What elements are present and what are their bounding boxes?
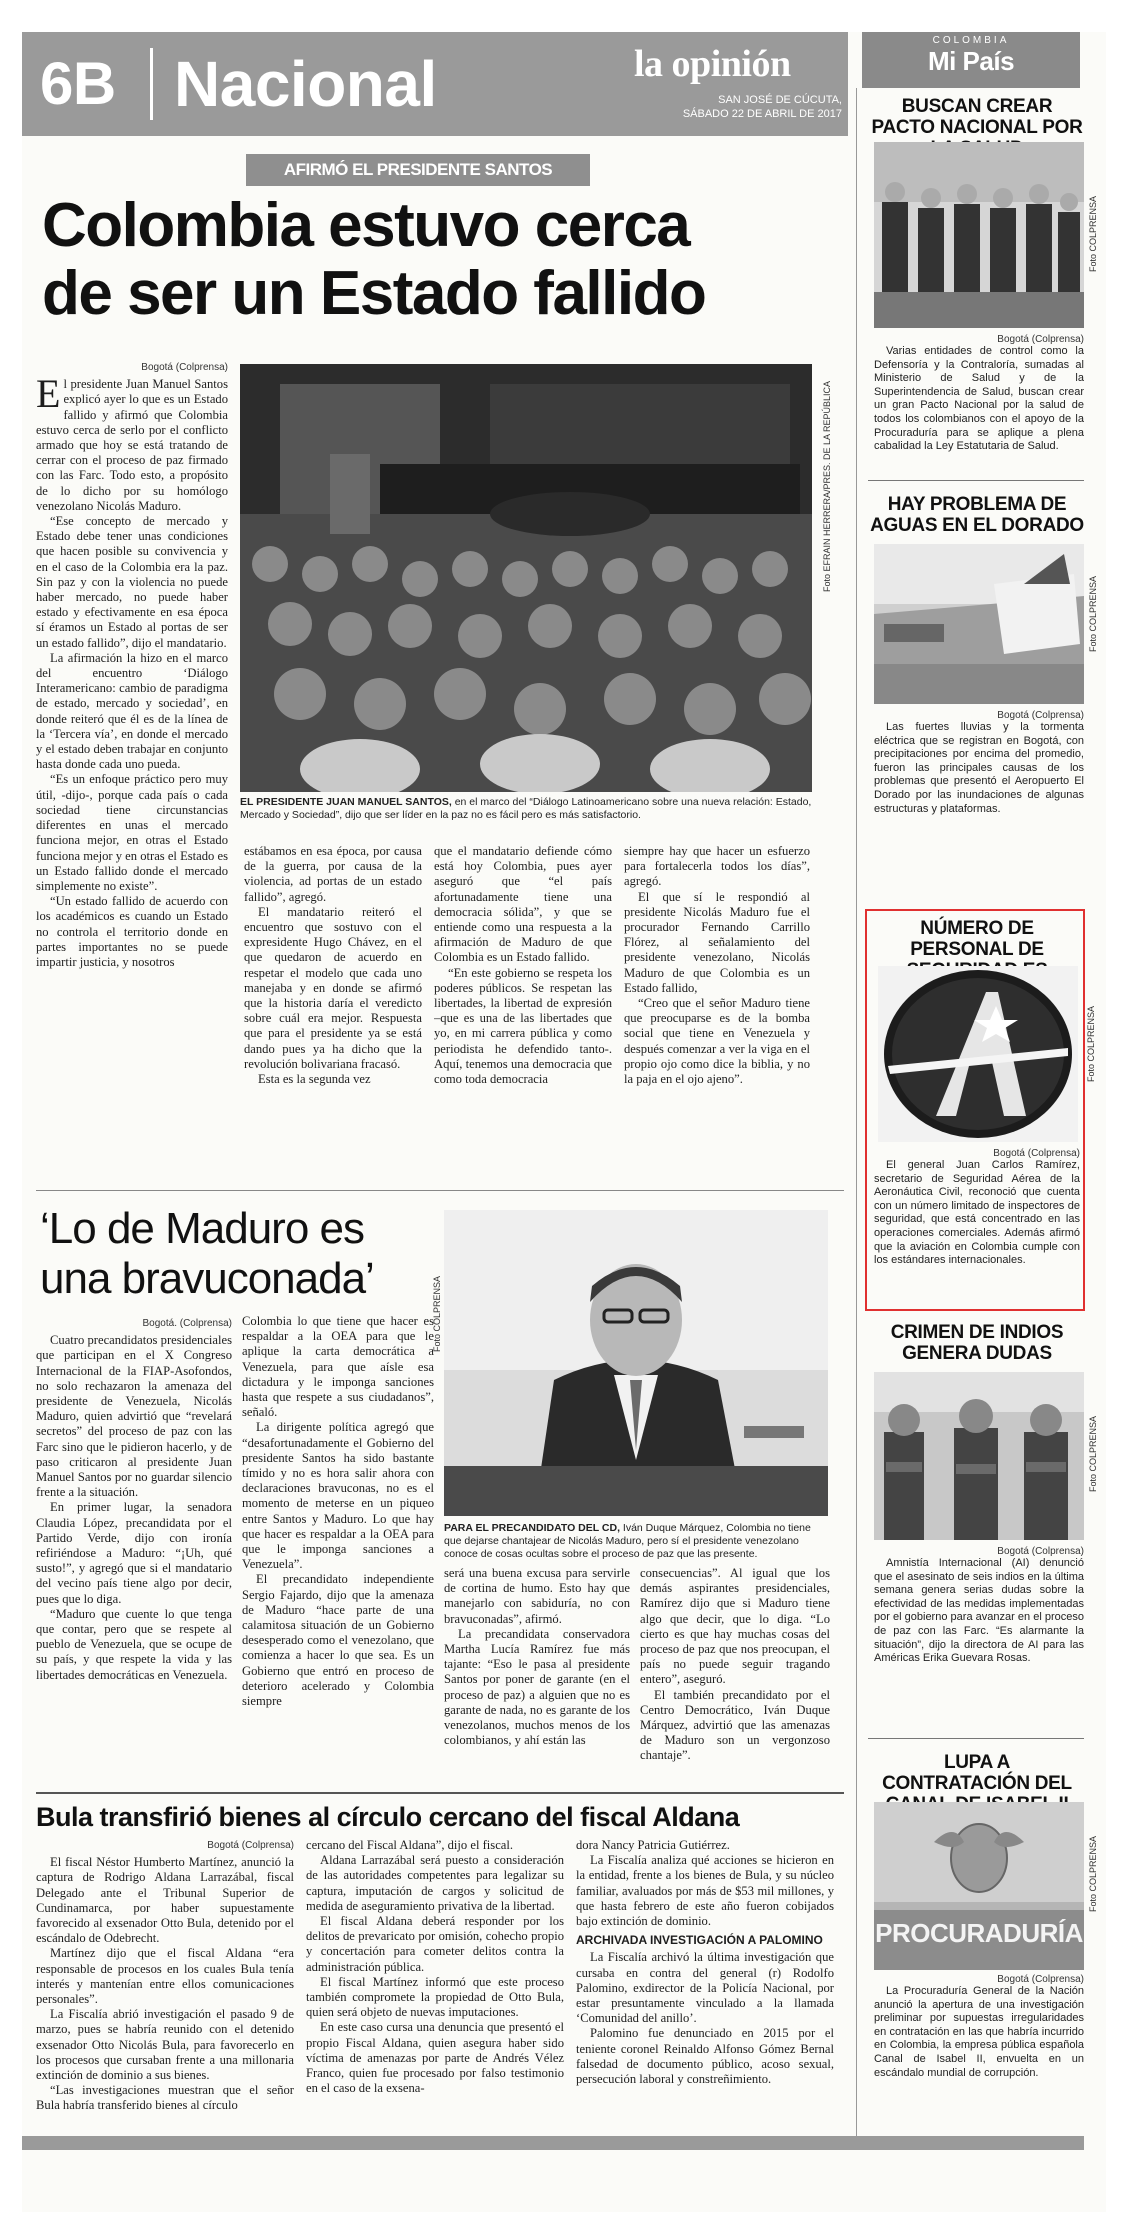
maduro-paragraph: El también precandidato por el Centro Democrático, Iván Duque Márquez, advirtió que las amenazas de Maduro son un vergonzoso chantaje”.	[640, 1687, 830, 1763]
bula-byline: Bogotá (Colprensa)	[207, 1840, 294, 1851]
lead-paragraph: “Creo que el señor Maduro tiene que preocuparse es de la bomba social que tiene en Venezuela y después comenzar a ver la viga en el propio ojo como dice la biblia, y no la paja en el ojo ajeno”.	[624, 996, 810, 1087]
maduro-paragraph: En primer lugar, la senadora Claudia López, precandidata por el Partido Verde, dijo con ironía refiriéndose a Maduro: “¡Uh, qué susto!”, y agregó que si el mandatario del vecino país tiene algo por decir, pues que lo diga.	[36, 1500, 232, 1606]
section-title: Nacional	[174, 48, 437, 120]
lead-paragraph: “Un estado fallido de acuerdo con los académicos es cuando un Estado no controla el territorio donde en partes importantes no se puede impartir justicia, y nosotros	[36, 894, 228, 969]
officials-image	[874, 142, 1084, 328]
sidebar-separator	[868, 1738, 1084, 1739]
lead-column-2	[244, 844, 422, 1218]
sidebar-photo-credit: Foto COLPRENSA	[1088, 1415, 1098, 1492]
lead-paragraph: siempre hay que hacer un esfuerzo para fortalecerla todos los días”, agregó.	[624, 844, 810, 889]
sidebar-photo-credit: Foto COLPRENSA	[1088, 1835, 1098, 1912]
bula-subhead: ARCHIVADA INVESTIGACIÓN A PALOMINO	[576, 1933, 823, 1948]
sidebar-title: LUPA A CONTRATACIÓN DEL	[882, 1752, 1072, 1794]
lead-paragraph: “Es un enfoque práctico pero muy útil, -dijo-, porque cada país o cada sociedad tiene circunstancias diferentes en unas el mercado funciona mejor, en otras el Estado funciona mejor y en otras el Estado es un Estado fallido donde el mercado simplemente no existe”.	[36, 772, 228, 893]
bula-paragraph: cercano del Fiscal Aldana”, dijo el fiscal.	[306, 1838, 514, 1852]
lead-paragraph: La afirmación la hizo en el marco del encuentro ‘Diálogo Interamericano: cambio de paradigma de estado, mercado y sociedad’, en donde reiteró que él es de la línea de la ‘Tercera vía’, en donde el mercado y el estado deben trabajar en conjunto hasta donde cada uno pueda.	[36, 650, 228, 772]
sidebar-story	[874, 1148, 1080, 1268]
maduro-paragraph: será una buena excusa para servirle de cortina de humo. Esto hay que manejarlo con sabiduría, no con bravuconadas”, afirmó.	[444, 1566, 630, 1626]
lead-headline-2: de ser un Estado fallido	[42, 259, 706, 328]
procuraduria-logo-text: PROCURADURÍA	[875, 1918, 1083, 1948]
lead-headline-1: Colombia estuvo cerca	[42, 191, 690, 260]
sidebar-text: Las fuertes lluvias y la tormenta eléctrica que se registran en Bogotá, con precipitaciones por encima del promedio, fueron las principales causas de los problemas que presentó el Aeropuerto El Dorado por las inundaciones de algunas estructuras y plataformas.	[874, 721, 1084, 815]
aerocivil-logo-icon	[878, 966, 1078, 1142]
maduro-paragraph: La dirigente política agregó que “desafortunadamente el Gobierno del presidente Santos ha sido bastante tímido y no es hora salir ahora con declaraciones bravuconas, no es el momento de meterse en un piqueo entre Santos y Maduro. Lo que hay que hacer es respaldar a la OEA para que le imponga sanciones a Venezuela”.	[242, 1420, 434, 1572]
bula-paragraph: La Fiscalía archivó la última investigación que cursaba en contra del general (r) Rodolfo Palomino, exdirector de la Policía Nacional, por estar presuntamente vinculado a la llamada ‘Comunidad del anillo’.	[576, 1950, 834, 2026]
maduro-column-3	[444, 1566, 630, 1786]
sidebar-title: BUSCAN CREAR PACTO NACIONAL POR	[871, 96, 1083, 138]
procuraduria-photo	[874, 1802, 1084, 1970]
sidebar-story	[874, 710, 1084, 816]
bula-paragraph: Aldana Larrazábal será puesto a consideración de las autoridades competentes para legalizar su captura, imputación de cargos y solicitud de medida de aseguramiento privativa de la libertad.	[306, 1853, 564, 1913]
bula-paragraph: Palomino fue denunciado en 2015 por el teniente coronel Reinaldo Alfonso Gómez Bernal falsedad de documento público, acoso sexual, persecución laboral y constreñimiento.	[576, 2026, 834, 2087]
bula-headline: Bula transfirió bienes al círculo cercano del fiscal Aldana	[36, 1802, 740, 1832]
sidebar-byline: Bogotá (Colprensa)	[997, 1974, 1084, 1985]
santos-photo	[240, 364, 812, 792]
mi-pais-title: Mi País	[927, 46, 1015, 76]
sidebar-title: NÚMERO DE PERSONAL DE	[910, 918, 1044, 960]
lead-column-1	[36, 360, 228, 1220]
sidebar-photo-pacto	[874, 142, 1084, 328]
maduro-headline-2: una bravuconada’	[40, 1254, 374, 1303]
bula-paragraph: “Las investigaciones muestran que el señor Bula habría transferido bienes al círculo	[36, 2083, 294, 2113]
story-divider	[36, 1792, 844, 1794]
lead-paragraph: El presidente Juan Manuel Santos explicó ayer lo que es un Estado fallido y afirmó que Colombia estuvo cerca de serlo por el conflicto armado que hoy se está tratando de cerrar con el proceso de paz firmado con las Farc. Todo esto, a propósito de lo dicho por su homólogo venezolano Nicolás Maduro.	[36, 371, 228, 513]
maduro-photo-credit: Foto COLPRENSA	[432, 1275, 442, 1352]
bula-paragraph: El fiscal Aldana deberá responder por los delitos de prevaricato por omisión, cohecho propio y concertación para cometer delitos contra la administración pública.	[306, 1914, 564, 1974]
sidebar-byline: Bogotá (Colprensa)	[997, 334, 1084, 345]
bula-column-3	[576, 1838, 834, 2118]
maduro-byline: Bogotá. (Colprensa)	[142, 1318, 232, 1329]
indigenous-people-image	[874, 1372, 1084, 1540]
sidebar-photo-dorado	[874, 544, 1084, 704]
sidebar-photo-credit: Foto COLPRENSA	[1088, 575, 1098, 652]
sidebar-title: HAY PROBLEMA DE AGUAS EN EL DORADO	[870, 494, 1084, 536]
lead-paragraph: “En este gobierno se respeta los poderes públicos. Se respetan las libertades, la libertad de expresión –que es una de las libertades que yo, en mi carrera pública y como periodista he defendido tanto-. Aquí, tenemos una democracia que como toda democracia	[434, 965, 612, 1087]
lead-paragraph: Esta es la segunda vez	[258, 1072, 371, 1087]
maduro-column-2	[242, 1314, 434, 1786]
maduro-headline-1: ‘Lo de Maduro es	[40, 1204, 364, 1253]
sidebar-story	[874, 1974, 1084, 2080]
lead-paragraph: El mandatario reiteró el encuentro que sostuvo con el expresidente Hugo Chávez, en el que quedaron de acuerdo en respetar el modelo que cada uno manejaba y en donde se afirmó que la historia daría el veredicto sobre cuál era mejor. Respuesta que para el presidente ya se está dando pues ya ha dicho que la revolución bolivariana fracasó.	[244, 904, 422, 1071]
sidebar-story	[874, 1546, 1084, 1666]
maduro-paragraph: Colombia lo que tiene que hacer es respaldar a la OEA para que le aplique la carta democrática a Venezuela, para que aísle esa dictadura y le imponga sanciones hasta que respete a sus ciudadanos”, señaló.	[242, 1314, 434, 1420]
sidebar-separator	[868, 480, 1084, 481]
airport-image	[874, 544, 1084, 704]
lead-column-4	[624, 844, 810, 1218]
story-divider	[36, 1190, 844, 1191]
page-number: 6B	[40, 50, 116, 117]
newspaper-logo: la opinión	[634, 43, 791, 85]
lead-paragraph: El que sí le respondió al presidente Nicolás Maduro fue el procurador Fernando Carrillo Flórez, al señalamiento del presidente venezolano, Nicolás Maduro de que Colombia es un Estado fallido,	[624, 889, 810, 995]
bula-paragraph: La Fiscalía analiza qué acciones se hicieron en la entidad, frente a los bienes de Bula, y su núcleo familiar, avaluados por más de $53 mil millones, y que hasta febrero de este año fueron cobijados bajo extinción de dominio.	[576, 1853, 834, 1929]
lead-byline: Bogotá (Colprensa)	[141, 362, 228, 373]
sidebar-photo-indios	[874, 1372, 1084, 1540]
sidebar-photo-credit: Foto COLPRENSA	[1088, 195, 1098, 272]
maduro-column-1	[36, 1316, 232, 1786]
lead-dropcap: E	[36, 371, 61, 417]
bula-paragraph: El fiscal Néstor Humberto Martínez, anunció la captura de Rodrigo Aldana Larrazábal, fiscal Delegado ante el Tribunal Superior de Cundinamarca, por haber supuestamente favorecido al exsenador Otto Bula, detenido por el escándalo de Odebrecht.	[36, 1855, 294, 1946]
maduro-paragraph: consecuencias”. Al igual que los demás aspirantes presidenciales, Ramírez dijo que si Maduro tiene algo que decir, que lo diga. “Lo cierto es que hay muchas cosas del proceso de paz que nos preocupan, el país no puede seguir tragando entero”, aseguró.	[640, 1566, 830, 1687]
sidebar-photo-credit: Foto COLPRENSA	[1086, 1005, 1096, 1082]
sidebar-text: La Procuraduría General de la Nación anunció la apertura de una investigación preliminar por supuestas irregularidades en contratación en las que habría incurrido en Colombia, la empresa pública española Canal de Isabel II, envuelta en un escándalo mundial de corrupción.	[874, 1985, 1084, 2079]
lead-photo-credit: Foto EFRAIN HERRERA/PRES. DE LA REPÚBLICA	[822, 380, 832, 592]
bula-paragraph: dora Nancy Patricia Gutiérrez.	[576, 1838, 730, 1852]
sidebar-title: CRIMEN DE INDIOS GENERA DUDAS	[890, 1322, 1064, 1364]
aerocivil-logo-photo	[878, 966, 1078, 1142]
maduro-paragraph: “Maduro que cuente lo que tenga que contar, pero que se respete al pueblo de Venezuela, que se ocupe de su país, y que respete la vida y las libertades democráticas en Venezuela.	[36, 1606, 232, 1682]
duque-photo	[444, 1210, 828, 1516]
bula-paragraph: En este caso cursa una denuncia que presentó el propio Fiscal Aldana, quien asegura haber sido víctima de amenazas por parte de Andrés Vélez Franco, quien fue procesado por falso testimonio en el caso de la exsena-	[306, 2020, 564, 2096]
sidebar-text: Varias entidades de control como la Defensoría y la Contraloría, sumadas al Ministerio de Salud y de la Superintendencia de Salud, buscan crear un gran Pacto Nacional por la salud de todos los colombianos con el apoyo de la Procuraduría para se aplique a plena cabalidad la Ley Estatutaria de Salud.	[874, 345, 1084, 453]
maduro-photo-caption: PARA EL PRECANDIDATO DEL CD, Iván Duque Márquez, Colombia no tiene que dejarse chantajear de Nicolás Maduro, pero sí el presidente venezolano conoce de cosas ocultas sobre el proceso de paz que las presente.	[444, 1522, 811, 1560]
maduro-paragraph: Cuatro precandidatos presidenciales que participan en el X Congreso Internacional de la FIAP-Asofondos, no solo rechazaron la amenaza del presidente de Venezuela, Nicolás Maduro, quien advirtió que “revelará secretos” del proceso de paz con las Farc sino que le pidieron hacerlo, y de paso criticaron al presidente Juan Manuel Santos por no guardar silencio frente a la situación.	[36, 1333, 232, 1500]
mi-pais-tab	[862, 32, 1080, 88]
sidebar-story	[874, 334, 1084, 454]
maduro-column-4	[640, 1566, 830, 1786]
mi-pais-kicker: COLOMBIA	[932, 35, 1010, 46]
sidebar-byline: Bogotá (Colprensa)	[997, 1546, 1084, 1557]
header-divider	[150, 48, 153, 120]
lead-photo-caption: EL PRESIDENTE JUAN MANUEL SANTOS, en el marco del “Diálogo Latinoamericano sobre una nueva relación: Estado, Mercado y Sociedad”, dijo que ser líder en la paz no es fácil pero es más satisfactorio.	[240, 796, 812, 821]
newspaper-page	[22, 32, 1106, 2212]
city-date-line1: SAN JOSÉ DE CÚCUTA,	[718, 94, 842, 106]
bula-paragraph: Martínez dijo que el fiscal Aldana “era responsable de procesos en los cuales Bula tenía interés y mantenían entre ellos comunicaciones personales”.	[36, 1946, 294, 2007]
bula-column-2	[306, 1838, 564, 2118]
lead-paragraph: estábamos en esa época, por causa de la guerra, por causa de la violencia, ad portas de un estado fallido”, agregó.	[244, 844, 422, 904]
footer-bar	[22, 2136, 1084, 2150]
lead-paragraph: “Ese concepto de mercado y Estado debe tener unas condiciones que hacen posible su convivencia y en el caso de la Colombia era la paz. Sin paz y con la violencia no puede haber mercado, no puede haber estado y efectivamente en esa época sí éramos un Estado al portas de ser un estado fallido”, dijo el mandatario.	[36, 514, 228, 650]
lead-kicker: AFIRMÓ EL PRESIDENTE SANTOS	[246, 154, 590, 186]
sidebar-byline: Bogotá (Colprensa)	[997, 710, 1084, 721]
lead-column-3	[434, 844, 612, 1218]
city-date-line2: SÁBADO 22 DE ABRIL DE 2017	[682, 108, 842, 120]
maduro-paragraph: El precandidato independiente Sergio Fajardo, dijo que la amenaza de Maduro “hace parte de una calamitosa situación de un Gobierno desesperado como el venezolano, que comienza a hacer lo que sea. Es un Gobierno que entró en proceso de deterioro acelerado y Colombia siempre	[242, 1572, 434, 1709]
sidebar-text: Amnistía Internacional (AI) denunció que el asesinato de seis indios en la última semana genera serias dudas sobre la efectividad de las medidas implementadas por el gobierno para avanzar en el proceso de paz con las Farc. “Es alarmante la situación”, dijo la directora de AI para las Américas Erika Guevara Rosas.	[874, 1557, 1084, 1665]
sidebar-text: El general Juan Carlos Ramírez, secretario de Seguridad Aérea de la Aeronáutica Civil, reconoció que cuenta con un número limitado de inspectores de seguridad, que está concentrado en las operaciones comerciales. Además afirmó que la aviación en Colombia cumple con los estándares internacionales.	[874, 1159, 1080, 1267]
sidebar-divider	[856, 88, 857, 2138]
maduro-paragraph: La precandidata conservadora Martha Lucía Ramírez fue más tajante: “Eso le pasa al presidente Santos por poner de garante (en el proceso de paz) a alguien que no es garante de nada, no es garante de los venezolanos, muchos menos de los colombianos, y ahí están las	[444, 1626, 630, 1748]
bula-column-1	[36, 1838, 294, 2118]
duque-speaking-image	[444, 1210, 828, 1516]
lead-paragraph: que el mandatario defiende cómo está hoy Colombia, pues ayer aseguró que “el país afortunadamente tiene una democracia sólida”, y que se entiende como una respuesta a la afirmación de Maduro de que Colombia es un Estado fallido.	[434, 844, 612, 965]
bula-paragraph: El fiscal Martínez informó que este proceso también compromete la propiedad de Otto Bula, quien será objeto de nuevas imputaciones.	[306, 1974, 564, 2020]
sidebar-byline: Bogotá (Colprensa)	[993, 1148, 1080, 1159]
bula-paragraph: La Fiscalía abrió investigación el pasado 9 de marzo, pues se habría reunido con el detenido exsenador Otto Nicolás Bula, para favorecerlo en los procesos que cursaban frente a una millonaria extinción de dominio a sus bienes.	[36, 2007, 294, 2083]
conference-audience-image	[240, 364, 812, 792]
